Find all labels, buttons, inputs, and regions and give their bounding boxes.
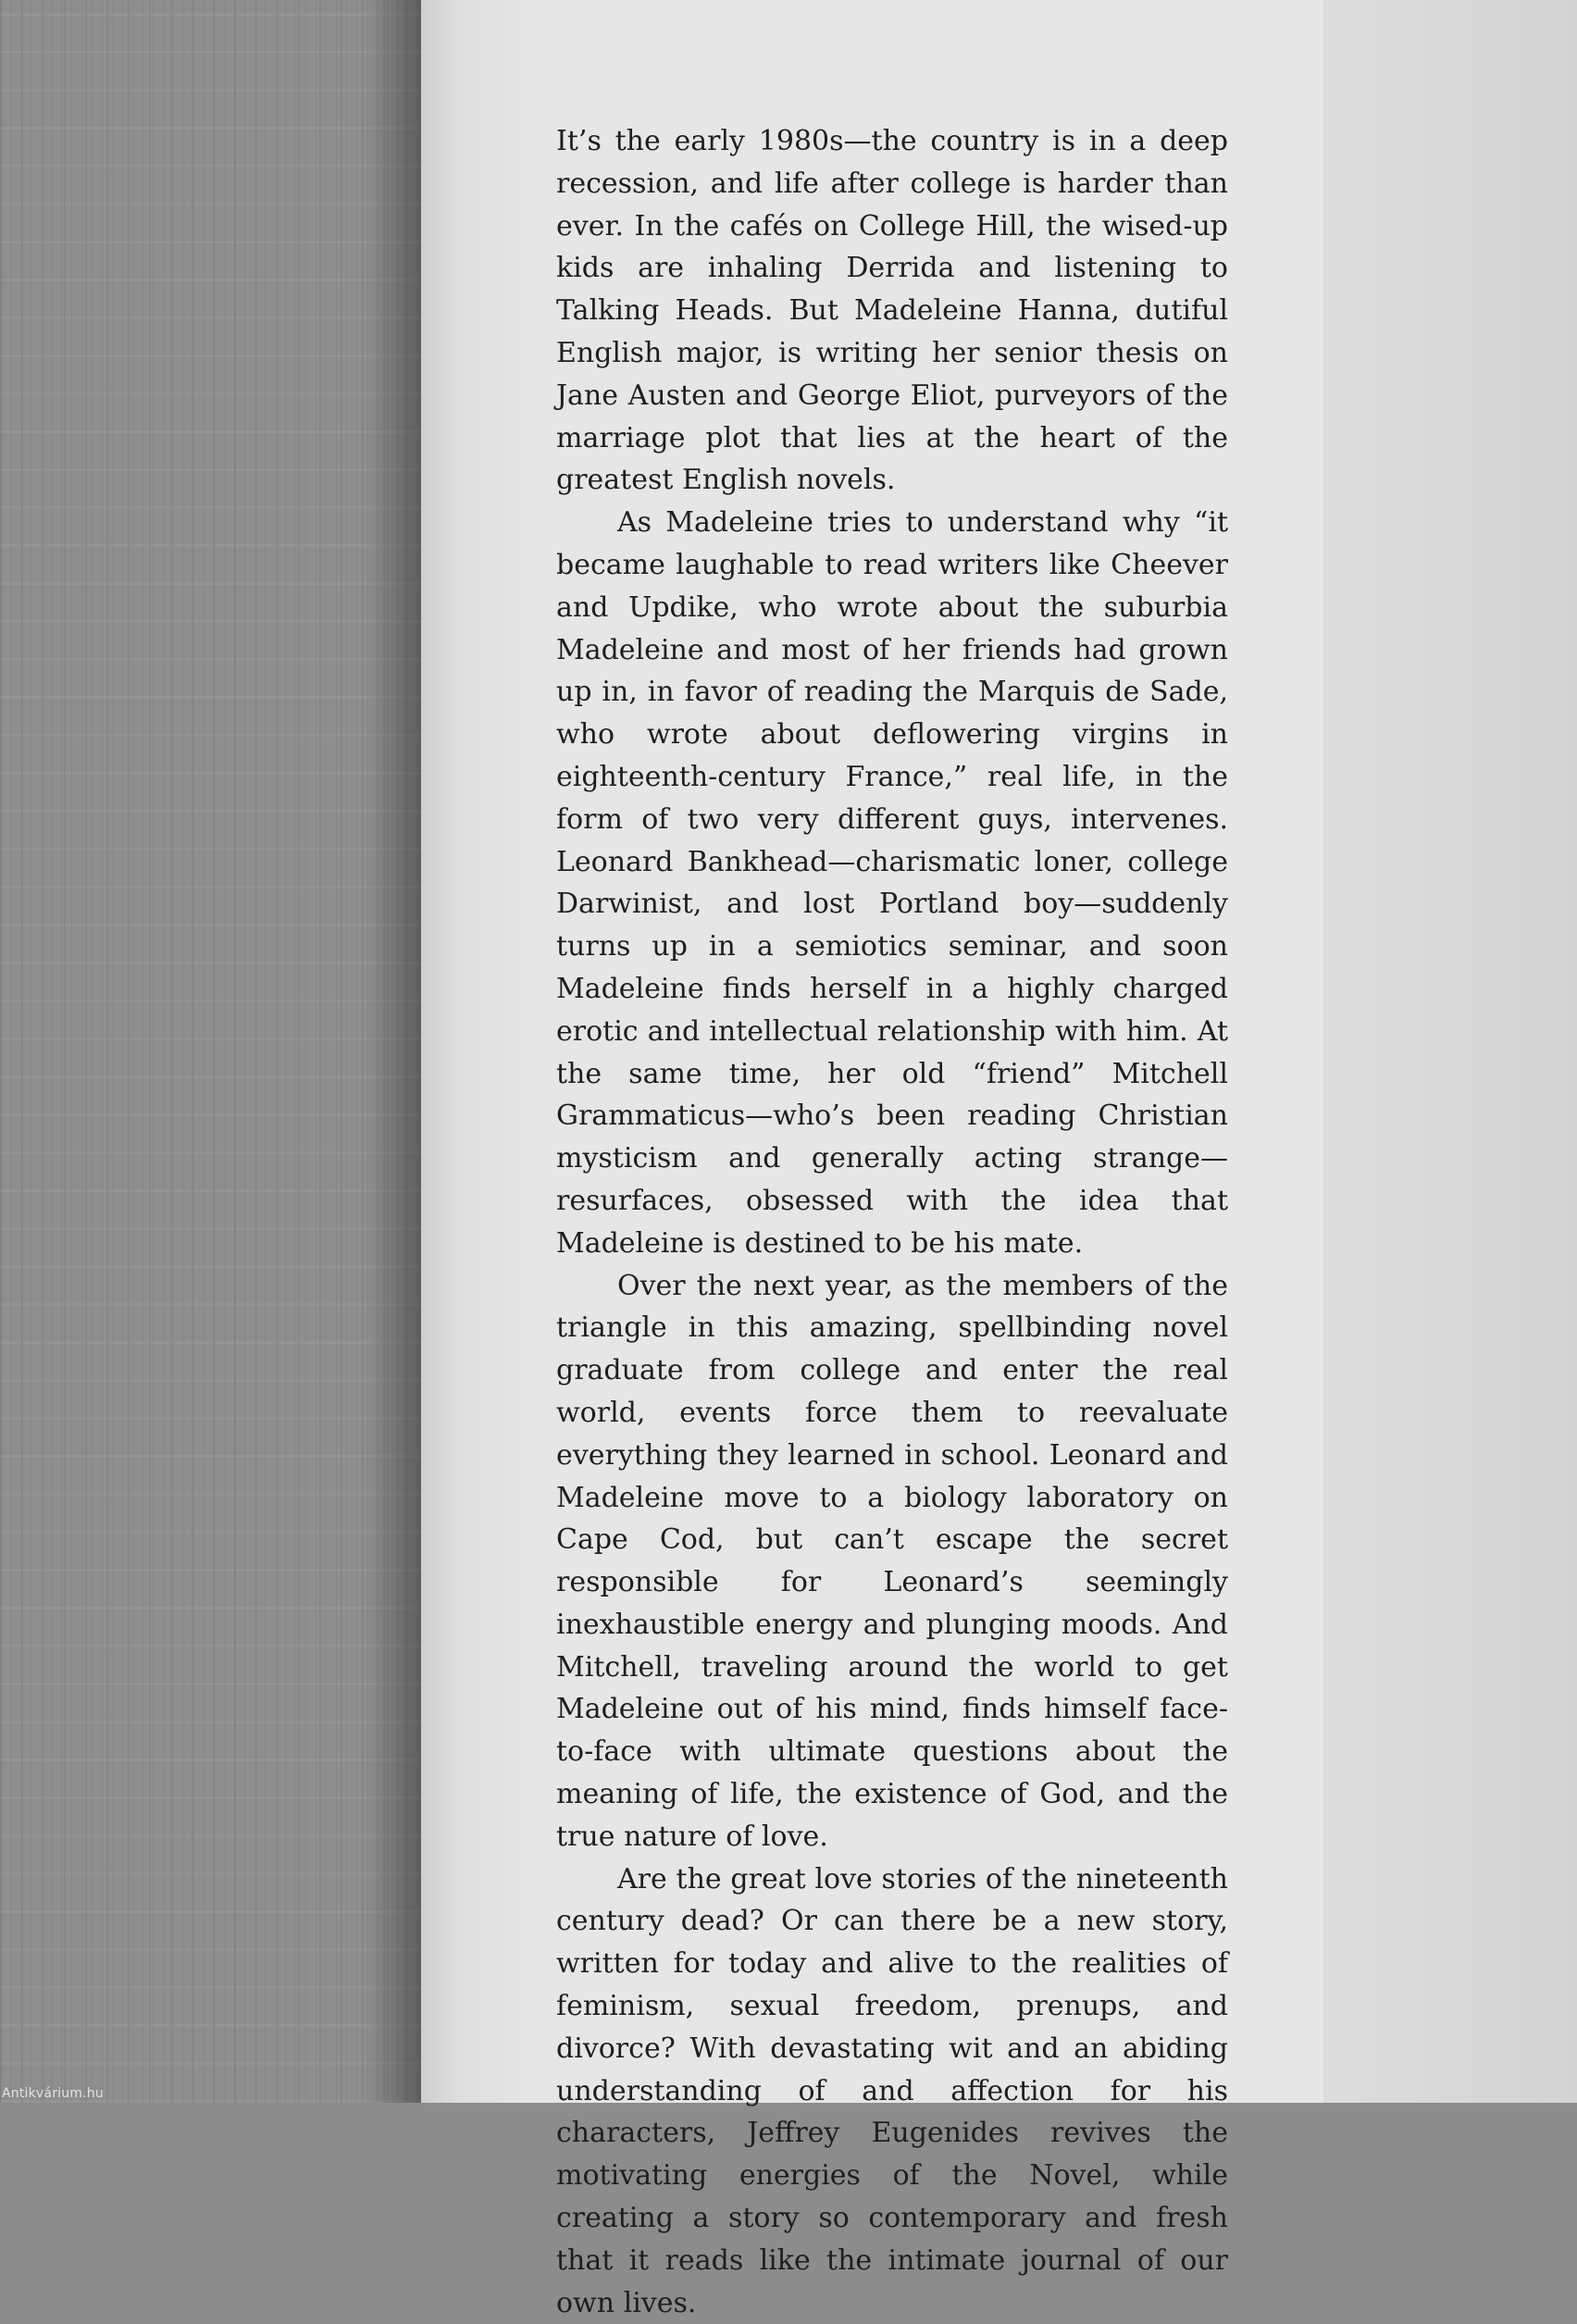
blurb-paragraph-3: Over the next year, as the members of the triangle in this amazing, spellbinding novel graduate from college and enter the real world, events force them to reevaluate everything they learned in school. Leonard and Madeleine move to a biology laboratory on Cape Cod, but can’t escape the secret responsible for Leonard’s seemingly inexhaustible energy and plunging moods. And Mitchell, traveling around the world to get Madeleine out of his mind, finds himself face-to-face with ultimate questions about the meaning of life, the existence of God, and the true nature of love. [556,1269,1228,1853]
blurb-paragraph-2: As Madeleine tries to understand why “it became laughable to read writers like Cheever and Updike, who wrote about the suburbia Madeleine and most of her friends had grown up in, in favor of reading the Marquis de Sade, who wrote about deflowering virgins in eighteenth-century France,” real life, in the form of two very different guys, intervenes. Leonard Bankhead—charismatic loner, college Darwinist, and lost Portland boy—suddenly turns up in a semiotics seminar, and soon Madeleine finds herself in a highly charged erotic and intellectual relationship with him. At the same time, her old “friend” Mitchell Grammaticus—who’s been reading Christian mysticism and generally acting strange—resurfaces, obsessed with the idea that Madeleine is destined to be his mate. [556,506,1228,1260]
site-watermark: Antikvárium.hu [2,2086,104,2101]
blurb-paragraph-4: Are the great love stories of the nineteenth century dead? Or can there be a new story, written for today and alive to the realities of feminism, sexual freedom, prenups, and divorce? With devastating wit and an abiding understanding of and affection for his characters, Jeffrey Eugenides revives the motivating energies of the Novel, while creating a story so contemporary and fresh that it reads like the intimate journal of our own lives. [556,1862,1228,2319]
jacket-flap-edge [1323,0,1577,2103]
blurb-paragraph-1: It’s the early 1980s—the country is in a deep recession, and life after college is harder than ever. In the cafés on College Hill, the wised-up kids are inhaling Derrida and listening to Talking Heads. But Madeleine Hanna, dutiful English major, is writing her senior thesis on Jane Austen and George Eliot, purveyors of the marriage plot that lies at the heart of the greatest English novels. [556,125,1228,497]
blurb-text [556,120,1228,2324]
